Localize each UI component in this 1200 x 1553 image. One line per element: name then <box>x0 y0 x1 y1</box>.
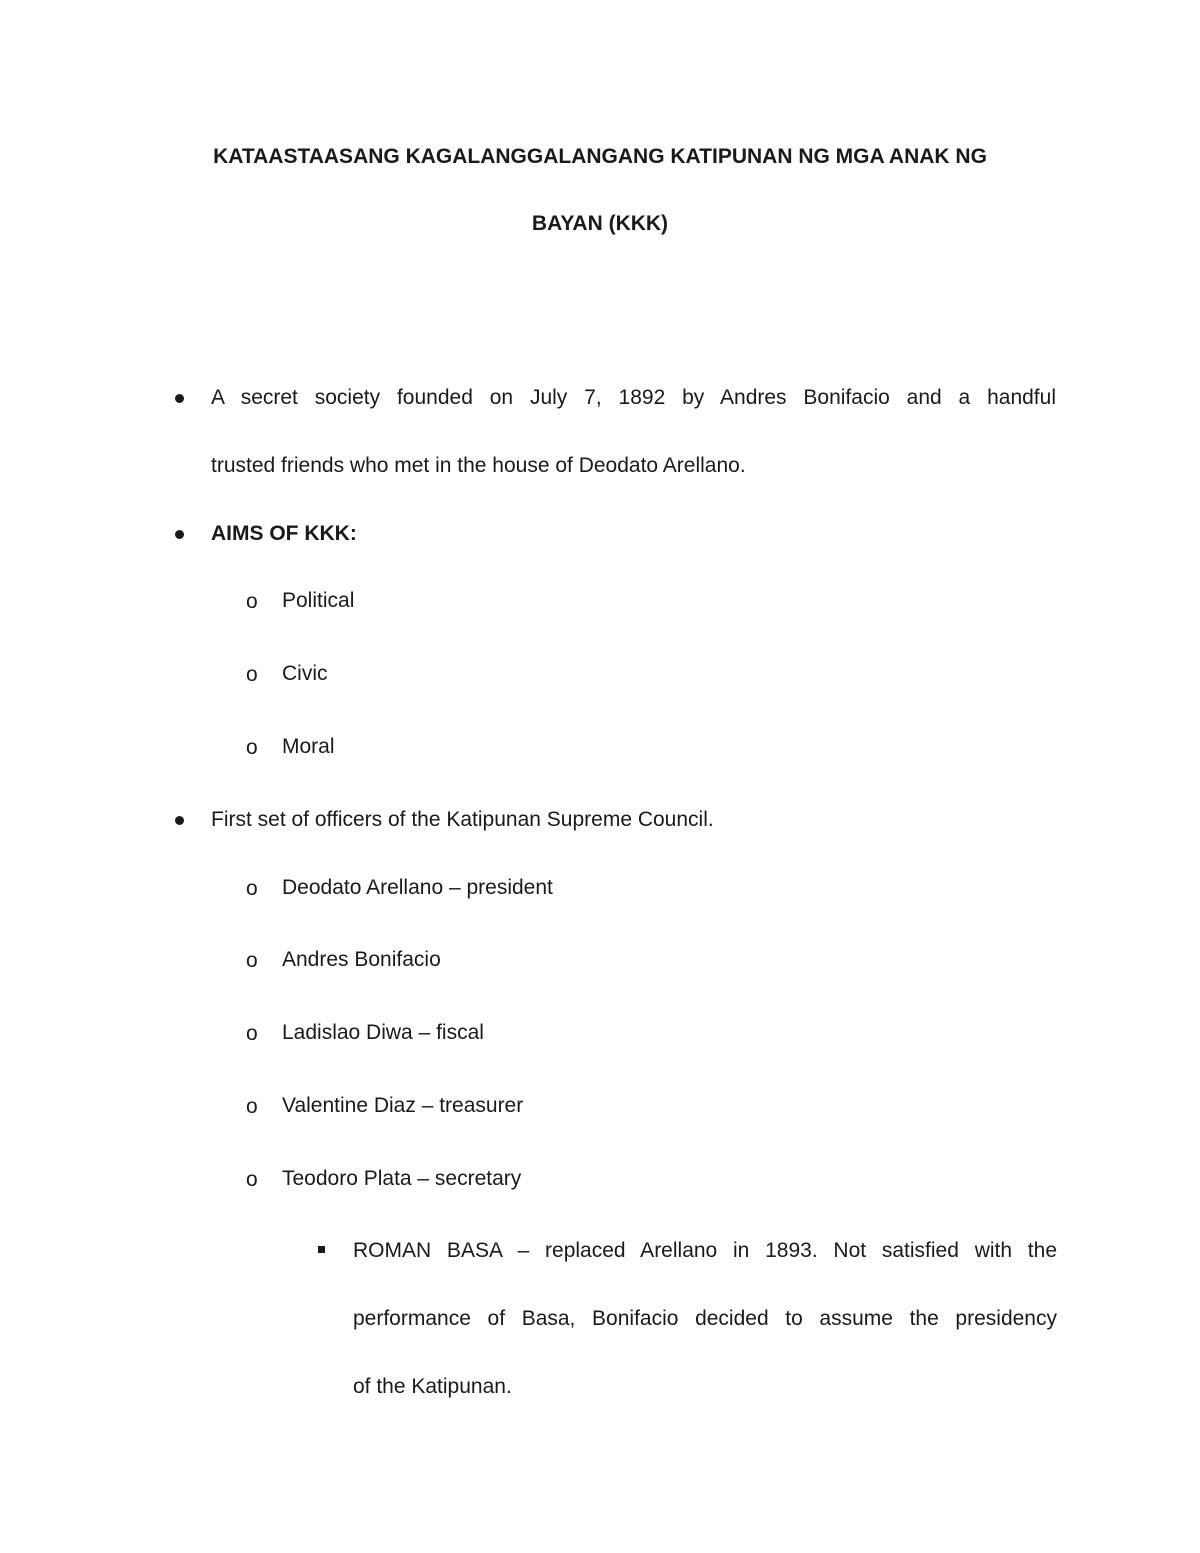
circle-bullet-icon: o <box>246 1022 258 1045</box>
aims-heading: AIMS OF KKK: <box>211 522 357 545</box>
roman-basa-note-line-1: ROMAN BASA – replaced Arellano in 1893. Not satisfied with the <box>353 1239 1057 1262</box>
circle-bullet-icon: o <box>246 1095 258 1118</box>
aim-item: Political <box>282 589 355 612</box>
roman-basa-note-line-2: performance of Basa, Bonifacio decided to assume the presidency <box>353 1307 1057 1330</box>
square-bullet-icon <box>318 1246 325 1253</box>
bullet-dot-icon <box>175 816 184 825</box>
bullet-1-text-line-1: A secret society founded on July 7, 1892 by Andres Bonifacio and a handful <box>211 386 1056 409</box>
circle-bullet-icon: o <box>246 663 258 686</box>
document-title-line-2: BAYAN (KKK) <box>531 212 669 235</box>
circle-bullet-icon: o <box>246 736 258 759</box>
circle-bullet-icon: o <box>246 877 258 900</box>
aim-item: Civic <box>282 662 328 685</box>
bullet-1-text-line-2: trusted friends who met in the house of Deodato Arellano. <box>211 454 746 477</box>
officer-item: Ladislao Diwa – fiscal <box>282 1021 484 1044</box>
circle-bullet-icon: o <box>246 1168 258 1191</box>
aim-item: Moral <box>282 735 335 758</box>
document-title-line-1: KATAASTAASANG KAGALANGGALANGANG KATIPUNAN NG MGA ANAK NG <box>213 145 987 168</box>
circle-bullet-icon: o <box>246 590 258 613</box>
officer-item: Andres Bonifacio <box>282 948 441 971</box>
officer-item: Teodoro Plata – secretary <box>282 1167 522 1190</box>
officer-item: Deodato Arellano – president <box>282 876 553 899</box>
officers-heading: First set of officers of the Katipunan Supreme Council. <box>211 808 714 831</box>
officer-item: Valentine Diaz – treasurer <box>282 1094 524 1117</box>
circle-bullet-icon: o <box>246 949 258 972</box>
bullet-dot-icon <box>175 394 184 403</box>
roman-basa-note-line-3: of the Katipunan. <box>353 1375 512 1398</box>
bullet-dot-icon <box>175 530 184 539</box>
